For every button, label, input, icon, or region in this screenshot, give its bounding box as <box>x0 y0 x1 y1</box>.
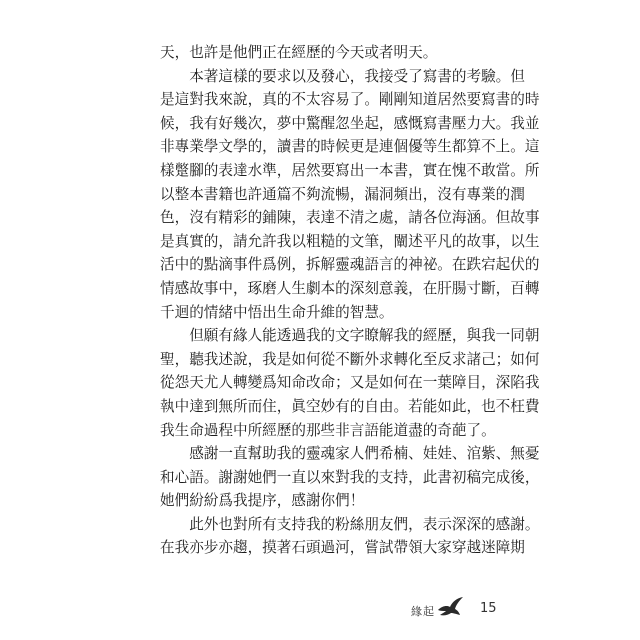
body-text <box>160 41 540 560</box>
text-line: 天，也許是他們正在經歷的今天或者明天。 <box>160 44 438 61</box>
text-line: 以整本書籍也許通篇不夠流暢，漏洞頻出，沒有專業的潤 <box>160 185 525 203</box>
bird-icon <box>436 596 466 622</box>
text-line: 在我亦步亦趨，摸著石頭過河，嘗試帶領大家穿越迷障期 <box>160 539 525 557</box>
text-line: 執中達到無所而住，眞空妙有的自由。若能如此，也不枉費 <box>160 397 540 415</box>
text-line: 聖，聽我述說，我是如何從不斷外求轉化至反求諸己；如何 <box>160 350 540 368</box>
text-line: 非專業學文學的，讀書的時候更是連個優等生都算不上。這 <box>160 138 540 156</box>
text-line: 她們紛紛爲我提序，感謝你們！ <box>160 492 365 510</box>
text-line: 色，沒有精彩的鋪陳，表達不清之處，請各位海涵。但故事 <box>160 209 540 227</box>
text-line: 樣蹩腳的表達水準，居然要寫出一本書，實在愧不敢當。所 <box>160 161 540 179</box>
page-number: 15 <box>480 601 497 616</box>
page-footer <box>0 596 640 626</box>
text-line: 是真實的，請允許我以粗糙的文筆，闡述平凡的故事，以生 <box>160 232 540 250</box>
text-line: 候，我有好幾次，夢中驚醒忽坐起，感慨寫書壓力大。我並 <box>160 114 540 132</box>
text-line: 感謝一直幫助我的靈魂家人們希楠、娃娃、涫紫、無憂 <box>160 445 540 463</box>
text-line: 情感故事中，琢磨人生劇本的深刻意義，在肝腸寸斷，百轉 <box>160 279 540 297</box>
text-line: 活中的點滴事件爲例，拆解靈魂語言的神祕。在跌宕起伏的 <box>160 256 540 274</box>
text-line: 此外也對所有支持我的粉絲朋友們，表示深深的感謝。 <box>160 515 540 533</box>
text-line: 從怨天尤人轉變爲知命改命；又是如何在一葉障目，深陷我 <box>160 374 540 392</box>
text-line: 本著這樣的要求以及發心，我接受了寫書的考驗。但 <box>160 67 525 85</box>
text-line: 和心語。謝謝她們一直以來對我的支持，此書初稿完成後， <box>160 468 540 486</box>
text-line: 但願有緣人能透過我的文字瞭解我的經歷，與我一同朝 <box>160 327 540 345</box>
section-label: 緣起 <box>411 605 435 618</box>
text-line: 千迴的情緒中悟出生命升維的智慧。 <box>160 303 394 321</box>
text-line: 我生命過程中所經歷的那些非言語能道盡的奇葩了。 <box>160 421 496 439</box>
text-line: 是這對我來說，真的不太容易了。剛剛知道居然要寫書的時 <box>160 91 540 109</box>
